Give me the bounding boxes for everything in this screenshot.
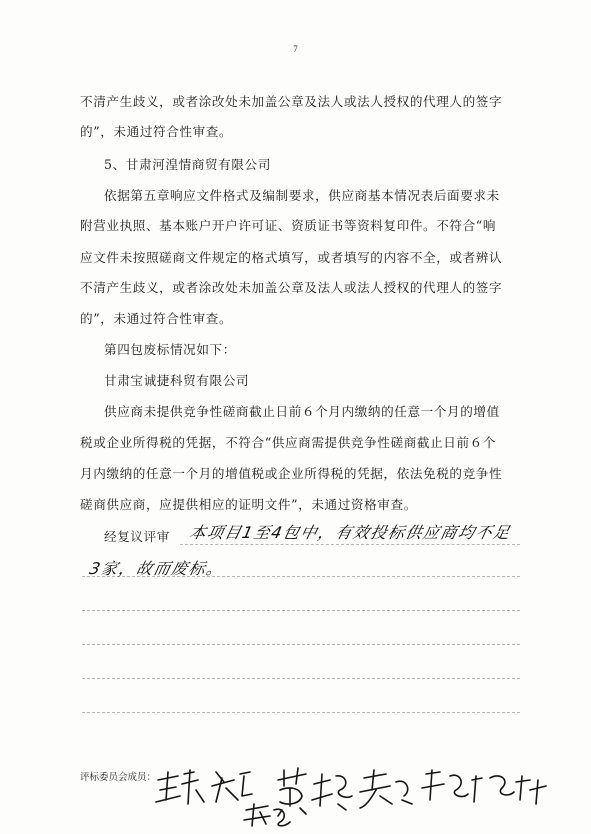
company-name: 甘肃宝诚捷科贸有限公司 xyxy=(104,373,250,388)
paragraph-line: 不清产生歧义，或者涂改处未加盖公章及法人或法人授权的代理人的签字 xyxy=(80,280,503,295)
paragraph-line: 应文件未按照磋商文件规定的格式填写，或者填写的内容不全，或者辨认 xyxy=(80,250,503,265)
writing-rule xyxy=(180,544,520,545)
committee-signatures xyxy=(150,760,560,830)
handwritten-opinion-line: 3家，故而废标。 xyxy=(87,559,226,578)
section-heading: 第四包废标情况如下： xyxy=(104,342,236,357)
writing-rule xyxy=(82,678,520,679)
paragraph-line: 不清产生歧义，或者涂改处未加盖公章及法人或法人授权的代理人的签字 xyxy=(80,94,503,109)
paragraph-line: 磋商供应商，应提供相应的证明文件”，未通过资格审查。 xyxy=(80,497,417,512)
paragraph-line: 的”，未通过符合性审查。 xyxy=(80,124,233,139)
committee-label: 评标委员会成员： xyxy=(80,772,157,783)
handwritten-opinion-line: 本项目1至4包中，有效投标供应商均不足 xyxy=(187,523,513,542)
paragraph-line: 依据第五章响应文件格式及编制要求，供应商基本情况表后面要求未 xyxy=(104,188,500,203)
paragraph-line: 月内缴纳的任意一个月的增值税或企业所得税的凭据，依法免税的竞争性 xyxy=(80,466,503,481)
paragraph-line: 供应商未提供竞争性磋商截止日前６个月内缴纳的任意一个月的增值 xyxy=(104,404,500,419)
paragraph-line: 的”，未通过符合性审查。 xyxy=(80,311,233,326)
review-label: 经复议评审 xyxy=(104,529,170,544)
paragraph-line: 附营业执照、基本账户开户许可证、资质证书等资料复印件。不符合“响 xyxy=(80,218,497,233)
writing-rule xyxy=(82,610,520,611)
writing-rule xyxy=(82,644,520,645)
paragraph-line: 税或企业所得税的凭据，不符合“供应商需提供竞争性磋商截止日前６个 xyxy=(80,435,497,450)
page-number: 7 xyxy=(293,44,298,54)
writing-rule xyxy=(82,712,520,713)
section-heading: 5、甘肃河湟情商贸有限公司 xyxy=(104,157,271,172)
handwritten-signatures xyxy=(150,760,560,830)
